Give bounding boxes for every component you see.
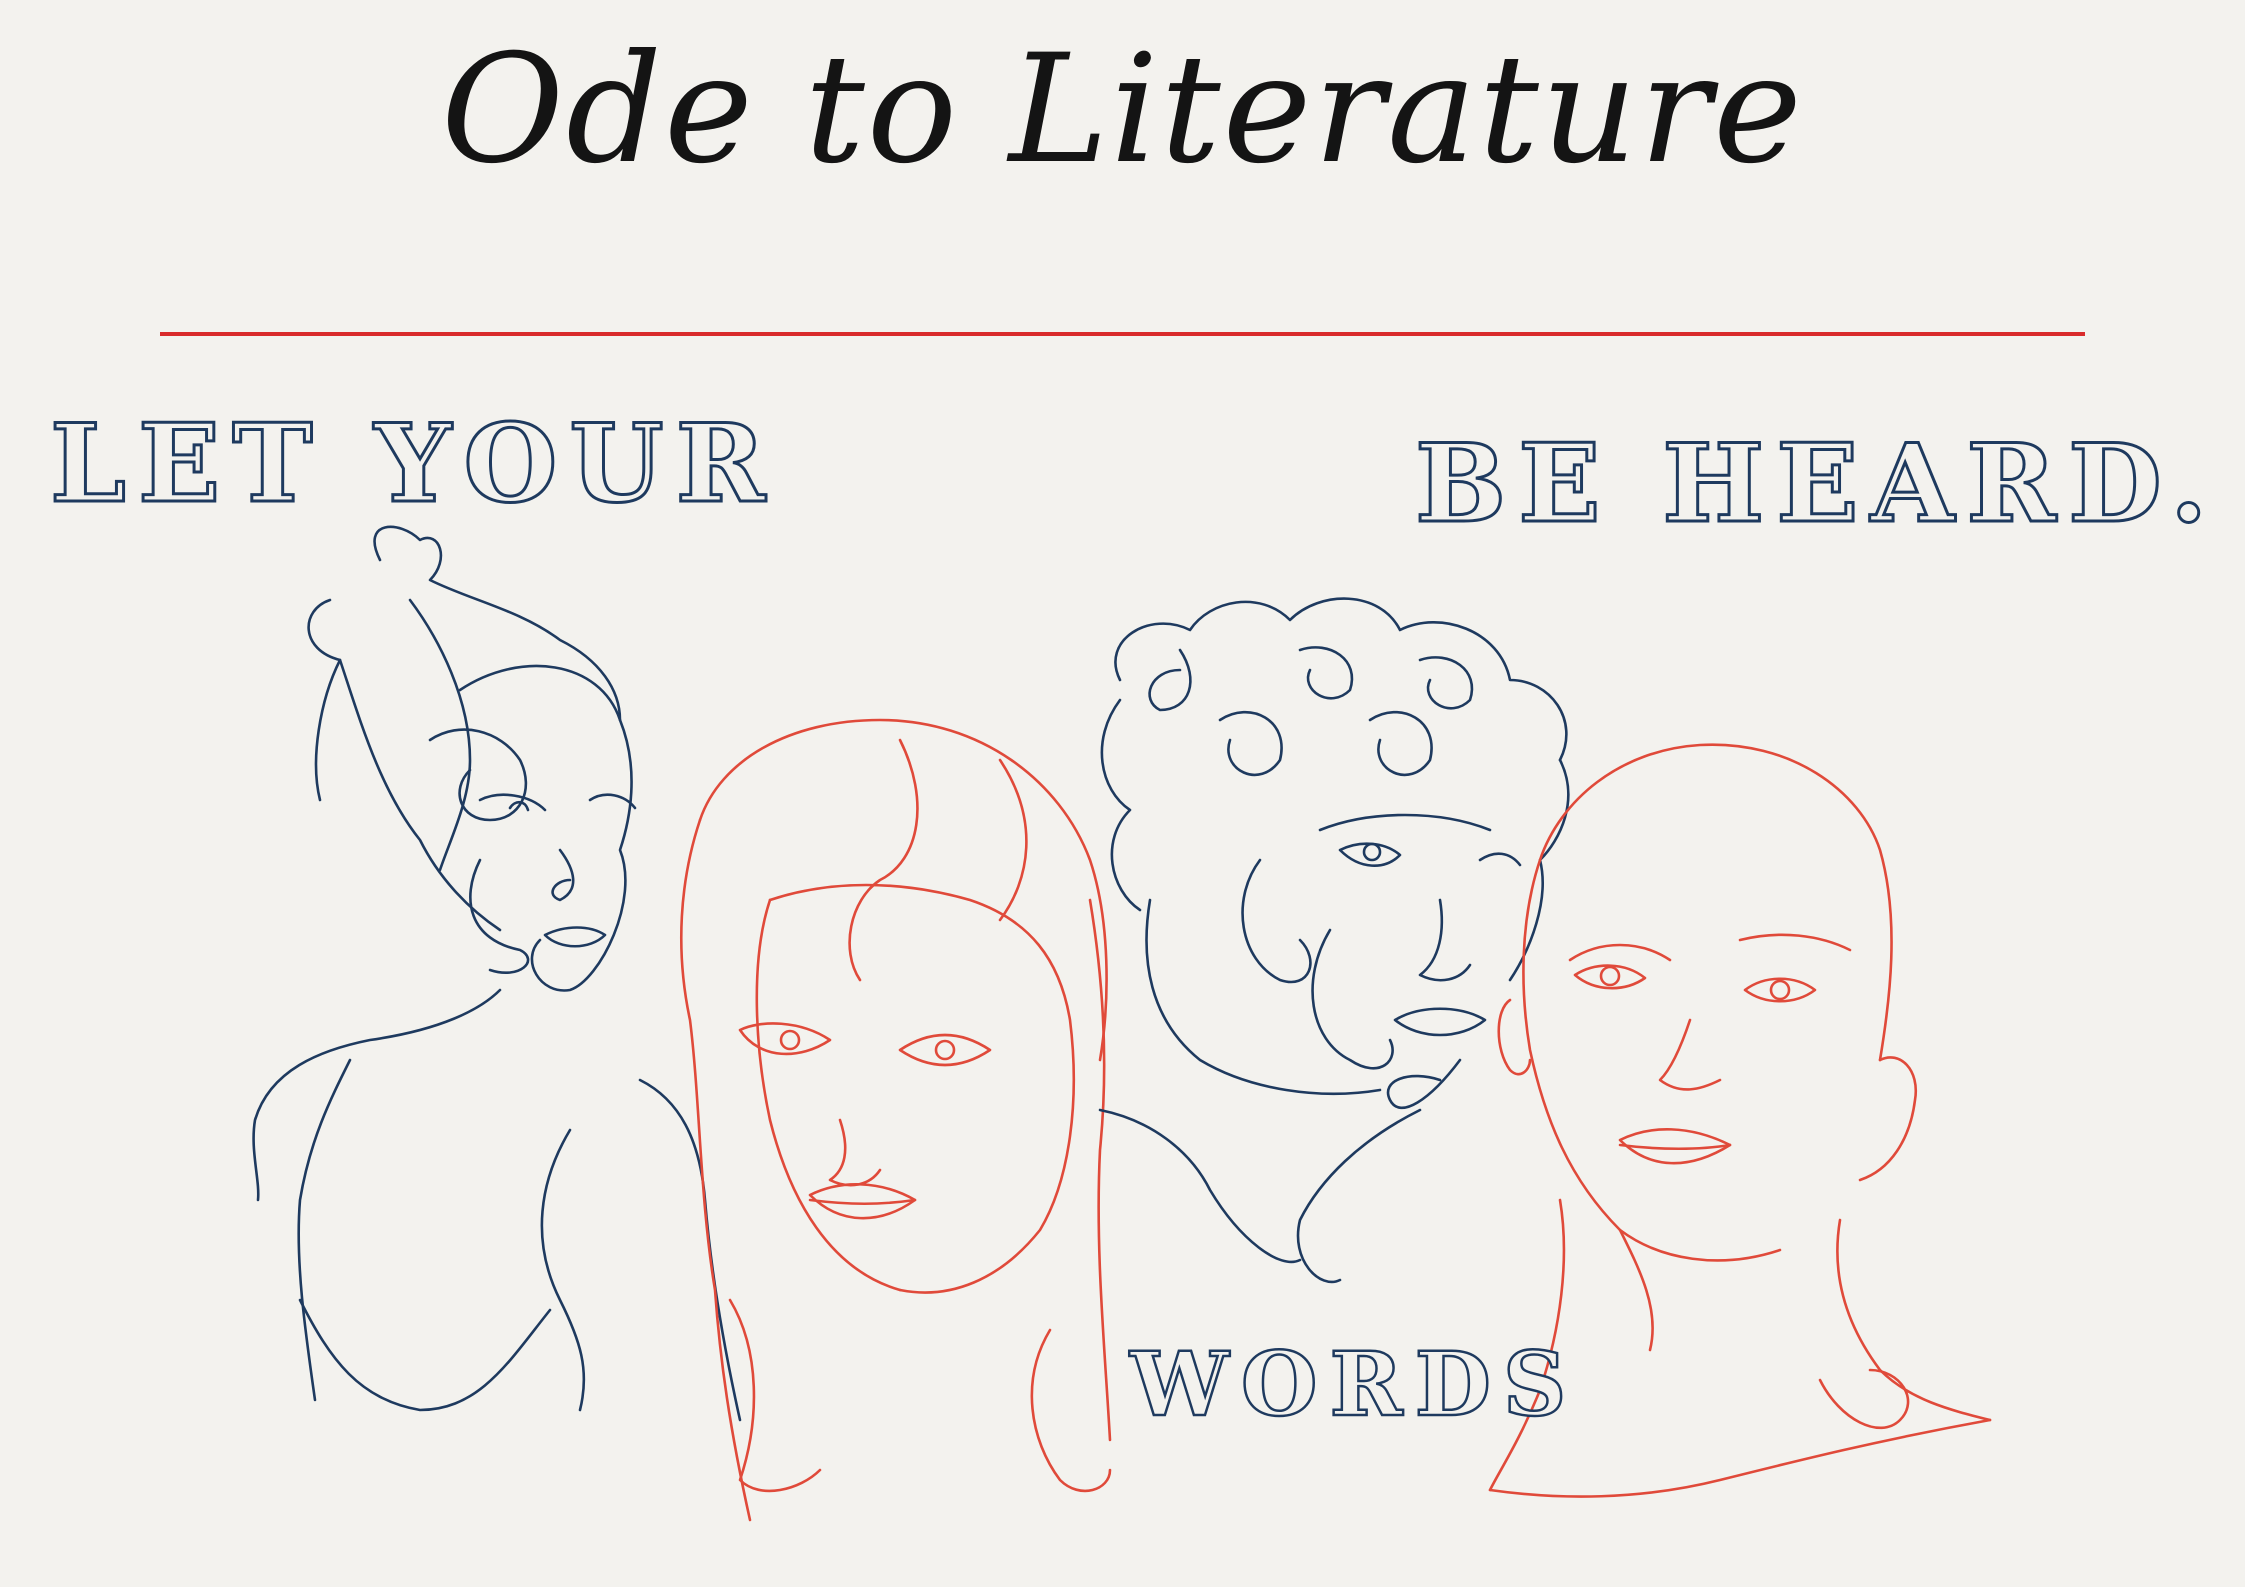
poster-title: Ode to Literature xyxy=(441,23,1804,197)
slogan-words: WORDS xyxy=(1130,1332,1579,1436)
slogan-be-heard: BE HEARD. xyxy=(1415,421,2220,547)
long-haired-woman-portrait xyxy=(681,720,1110,1520)
slogan-let-your: LET YOUR xyxy=(50,401,778,527)
curly-haired-man-portrait xyxy=(1100,599,1568,1282)
woman-with-bun-portrait xyxy=(254,527,740,1420)
